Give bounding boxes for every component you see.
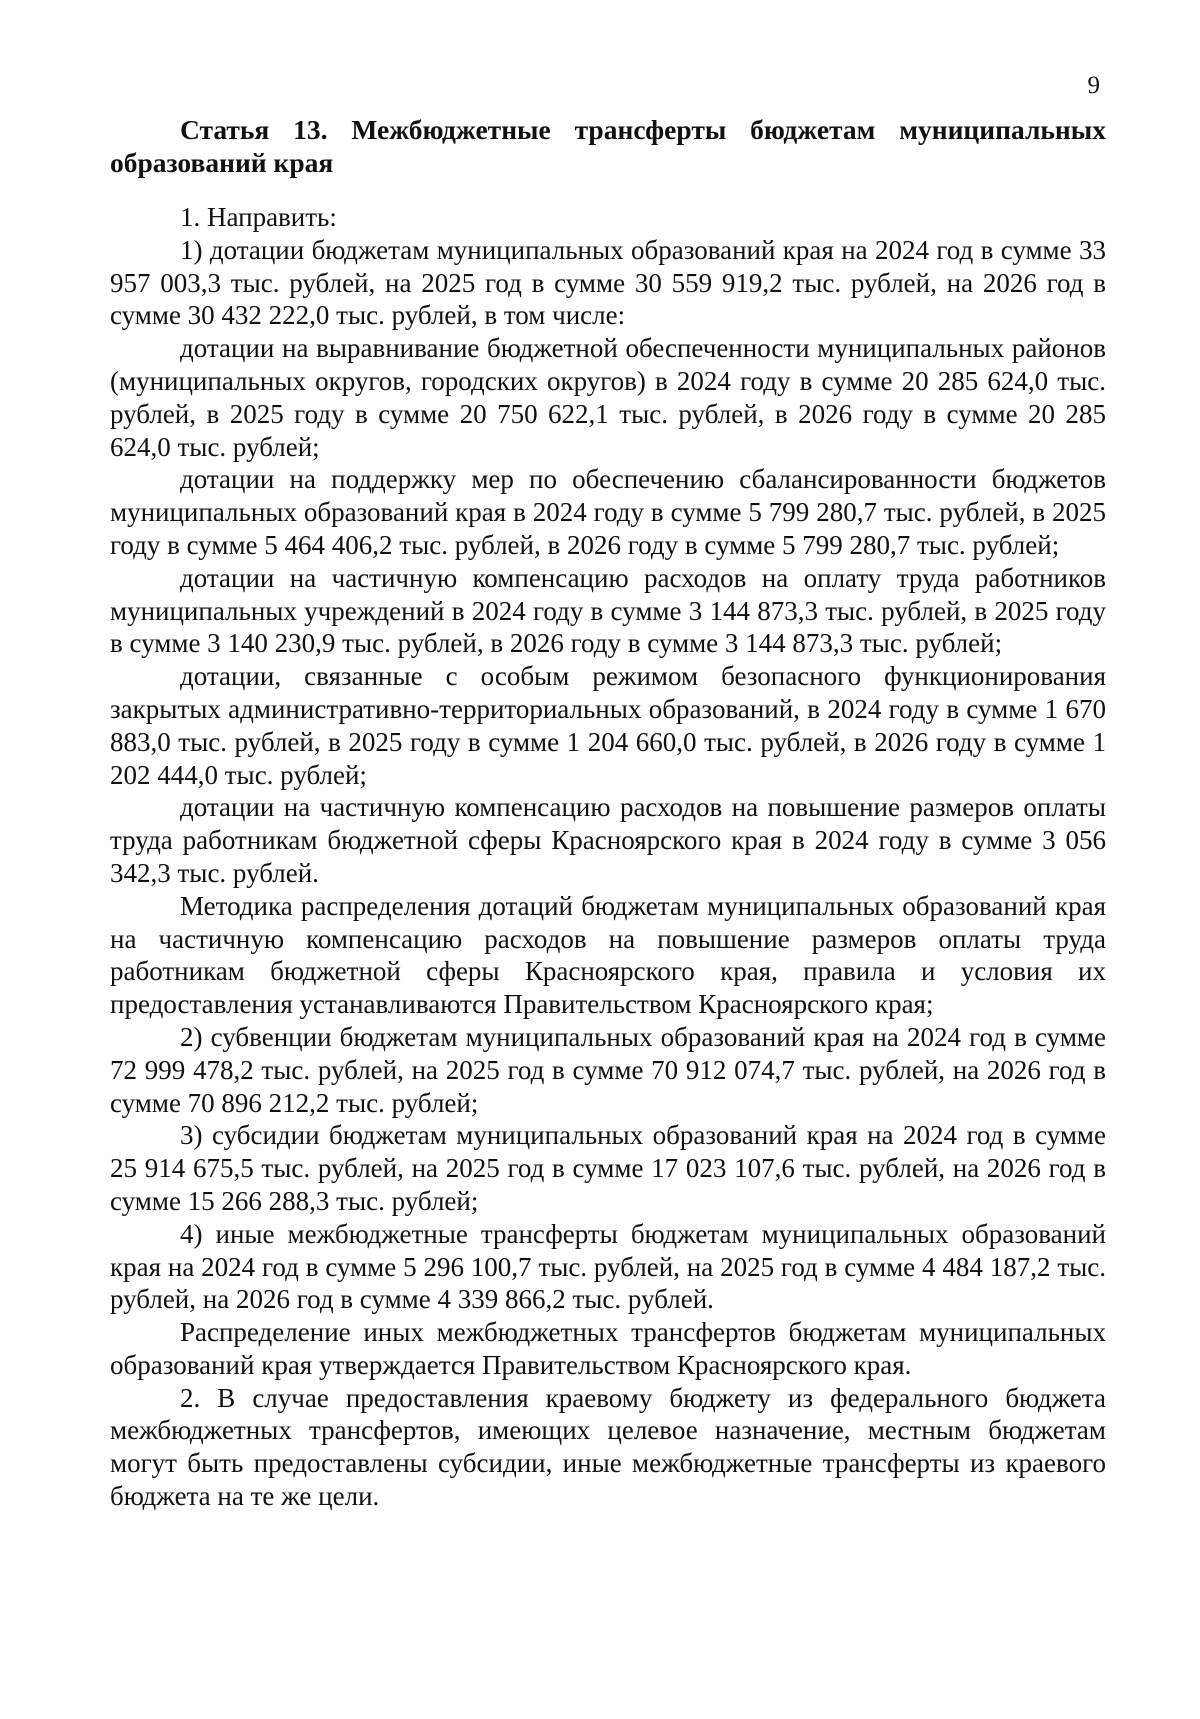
paragraph-salary-increase-dotations: дотации на частичную компенсацию расходов на повышение размеров оплаты труда работникам бюджетной сферы Красноярского края в 2024 году в сумме 3 056 342,3 тыс. рублей.	[110, 792, 1106, 888]
page-number: 9	[1087, 72, 1100, 99]
paragraph-subventions: 2) субвенции бюджетам муниципальных образований края на 2024 год в сумме 72 999 478,2 тыс. рублей, на 2025 год в сумме 70 912 074,7 тыс. рублей, на 2026 год в сумме 70 896 212,2 тыс. рублей;	[110, 1021, 1106, 1118]
paragraph-salary-compensation-dotations: дотации на частичную компенсацию расходов на оплату труда работников муниципальных учреждений в 2024 году в сумме 3 144 873,3 тыс. рублей, в 2025 году в сумме 3 140 230,9 тыс. рублей, в 2026 году в сумме 3 144 873,3 тыс. рублей;	[110, 562, 1106, 659]
paragraph-other-transfers-distribution: Распределение иных межбюджетных трансфертов бюджетам муниципальных образований края утверждается Правительством Красноярского края.	[110, 1317, 1106, 1380]
paragraph-distribution-methodology: Методика распределения дотаций бюджетам муниципальных образований края на частичную компенсацию расходов на повышение размеров оплаты труда работникам бюджетной сферы Красноярского края, правила и условия их предоставления устанавливаются Правительством Красноярского края;	[110, 890, 1106, 1020]
paragraph-subsidies: 3) субсидии бюджетам муниципальных образований края на 2024 год в сумме 25 914 675,5 тыс. рублей, на 2025 год в сумме 17 023 107,6 тыс. рублей, на 2026 год в сумме 15 266 288,3 тыс. рублей;	[110, 1120, 1106, 1216]
paragraph-clause-1: 1. Направить:	[180, 202, 337, 232]
document-body	[110, 113, 1106, 1513]
paragraph-balance-dotations: дотации на поддержку мер по обеспечению сбалансированности бюджетов муниципальных образований края в 2024 году в сумме 5 799 280,7 тыс. рублей, в 2025 году в сумме 5 464 406,2 тыс. рублей, в 2026 году в сумме 5 799 280,7 тыс. рублей;	[110, 464, 1106, 560]
paragraph-equalization-dotations: дотации на выравнивание бюджетной обеспеченности муниципальных районов (муниципальных округов, городских округов) в 2024 году в сумме 20 285 624,0 тыс. рублей, в 2025 году в сумме 20 750 622,1 тыс. рублей, в 2026 году в сумме 20 285 624,0 тыс. рублей;	[110, 333, 1106, 462]
paragraph-clause-2: 2. В случае предоставления краевому бюджету из федерального бюджета межбюджетных трансфертов, имеющих целевое назначение, местным бюджетам могут быть предоставлены субсидии, иные межбюджетные трансферты из краевого бюджета на те же цели.	[110, 1382, 1106, 1512]
article-heading: Статья 13. Межбюджетные трансферты бюджетам муниципальных образований края	[110, 114, 1106, 178]
paragraph-zato-dotations: дотации, связанные с особым режимом безопасного функционирования закрытых административно-территориальных образований, в 2024 году в сумме 1 670 883,0 тыс. рублей, в 2025 году в сумме 1 204 660,0 тыс. рублей, в 2026 году в сумме 1 202 444,0 тыс. рублей;	[110, 661, 1106, 790]
paragraph-other-transfers: 4) иные межбюджетные трансферты бюджетам муниципальных образований края на 2024 год в сумме 5 296 100,7 тыс. рублей, на 2025 год в сумме 4 484 187,2 тыс. рублей, на 2026 год в сумме 4 339 866,2 тыс. рублей.	[110, 1218, 1106, 1315]
paragraph-subsidies-dotations: 1) дотации бюджетам муниципальных образований края на 2024 год в сумме 33 957 003,3 тыс. рублей, на 2025 год в сумме 30 559 919,2 тыс. рублей, на 2026 год в сумме 30 432 222,0 тыс. рублей, в том числе:	[110, 234, 1106, 331]
